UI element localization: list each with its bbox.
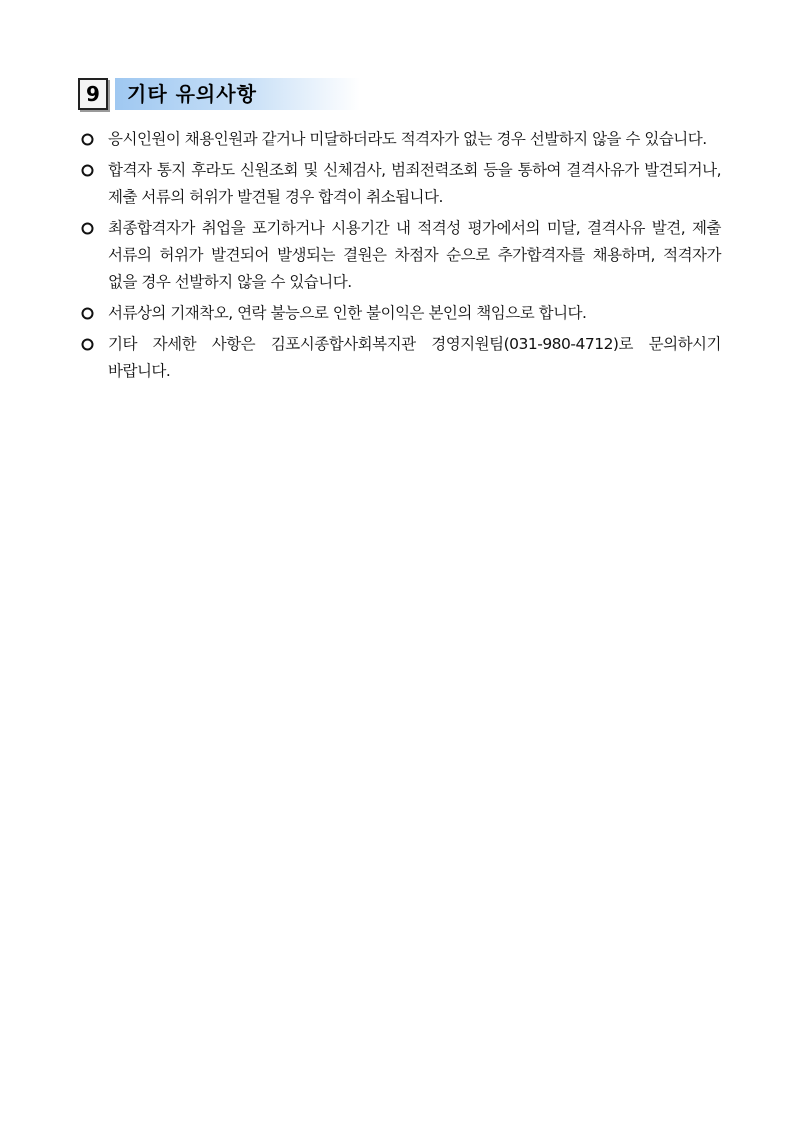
notice-item bbox=[81, 126, 721, 153]
notice-text: 기타 자세한 사항은 김포시종합사회복지관 경영지원팀(031-980-4712)로 문의하시기 바랍니다. bbox=[108, 335, 721, 380]
notice-item bbox=[81, 300, 721, 327]
hollow-circle-bullet-icon bbox=[81, 133, 94, 146]
notice-item bbox=[81, 215, 721, 296]
section-header bbox=[78, 78, 360, 112]
section-number-box: 9 bbox=[78, 78, 108, 110]
notice-text: 합격자 통지 후라도 신원조회 및 신체검사, 범죄전력조회 등을 통하여 결격사유가 발견되거나, 제출 서류의 허위가 발견될 경우 합격이 취소됩니다. bbox=[108, 161, 721, 206]
notice-text: 서류상의 기재착오, 연락 불능으로 인한 불이익은 본인의 책임으로 합니다. bbox=[108, 304, 587, 322]
notice-text: 최종합격자가 취업을 포기하거나 시용기간 내 적격성 평가에서의 미달, 결격사유 발견, 제출 서류의 허위가 발견되어 발생되는 결원은 차점자 순으로 추가합격자를 채용하며, 적격자가 없을 경우 선발하지 않을 수 있습니다. bbox=[108, 219, 721, 291]
section-title: 기타 유의사항 bbox=[127, 82, 257, 106]
hollow-circle-bullet-icon bbox=[81, 222, 94, 235]
notice-item bbox=[81, 331, 721, 385]
hollow-circle-bullet-icon bbox=[81, 164, 94, 177]
hollow-circle-bullet-icon bbox=[81, 307, 94, 320]
notice-list bbox=[81, 126, 721, 389]
notice-text: 응시인원이 채용인원과 같거나 미달하더라도 적격자가 없는 경우 선발하지 않을 수 있습니다. bbox=[108, 130, 707, 148]
section-title-bar bbox=[115, 78, 360, 110]
hollow-circle-bullet-icon bbox=[81, 338, 94, 351]
notice-item bbox=[81, 157, 721, 211]
